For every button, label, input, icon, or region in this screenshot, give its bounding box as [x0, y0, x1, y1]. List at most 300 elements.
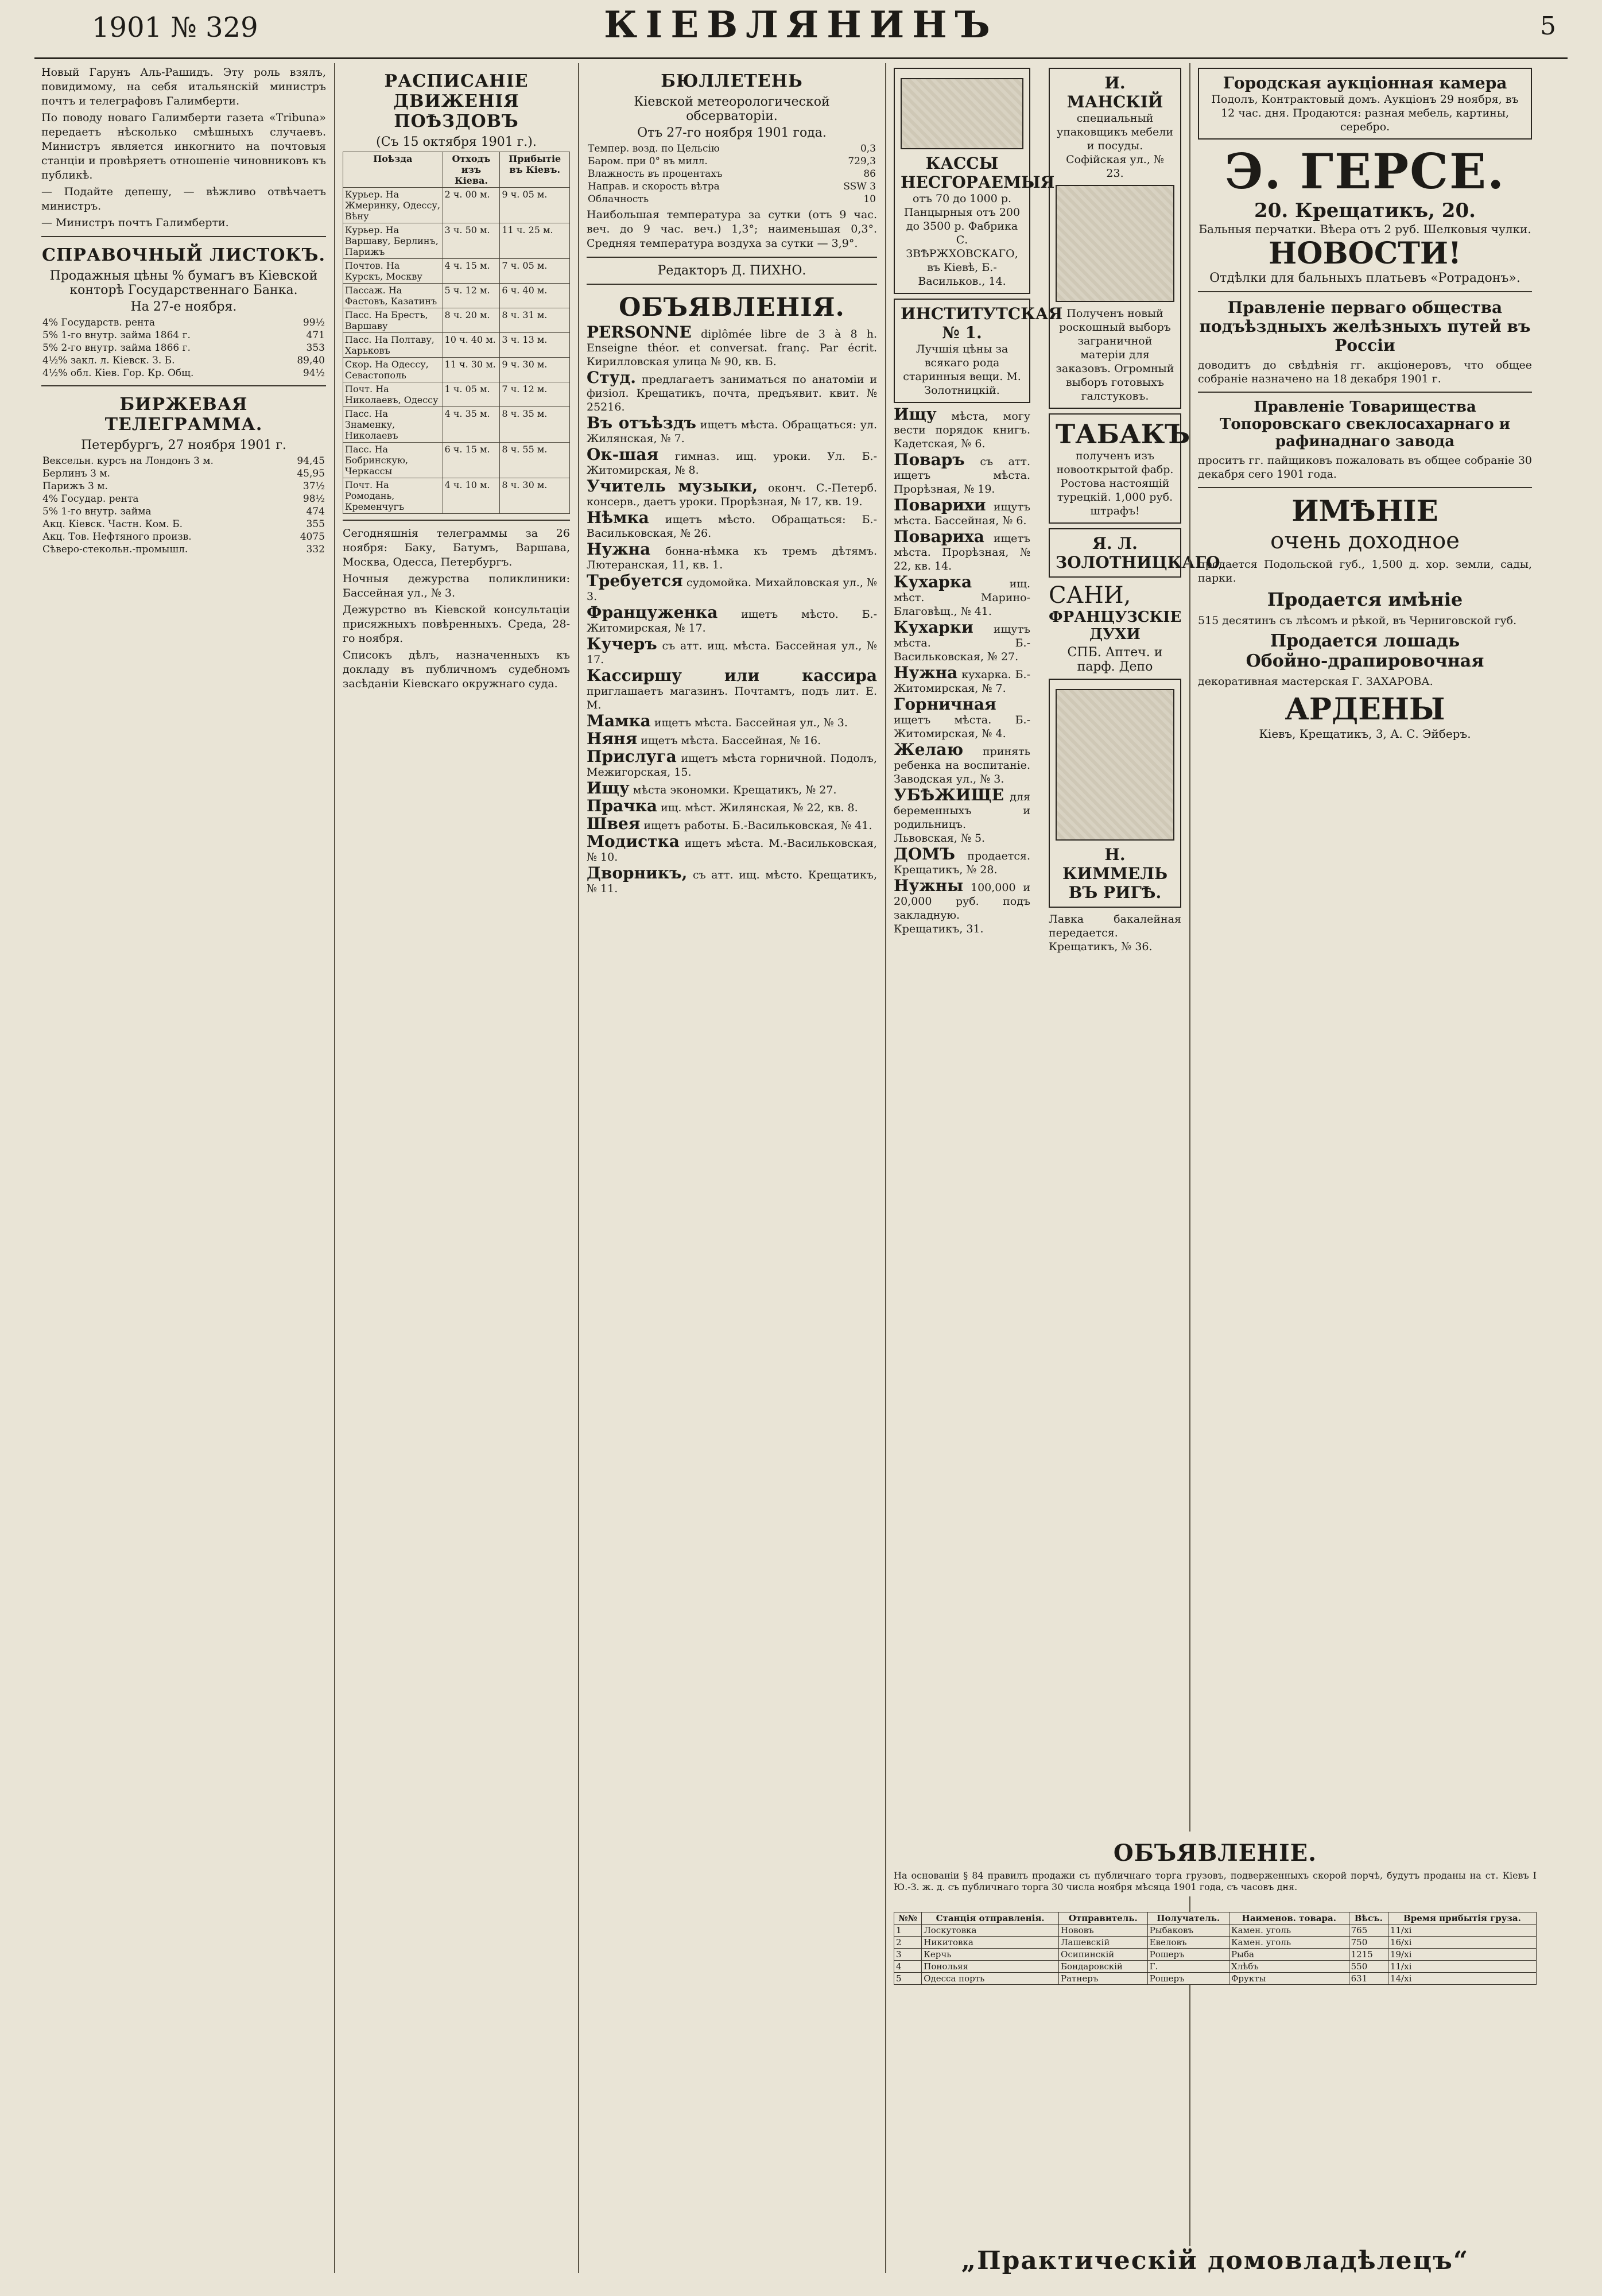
- arrival-time: 7 ч. 12 м.: [500, 382, 570, 407]
- table-cell: Ратнеръ: [1059, 1973, 1148, 1985]
- rate-name: Сѣверо-стекольн.-промышл.: [42, 544, 188, 555]
- train-schedule-table: [343, 152, 570, 514]
- table-row: [343, 407, 570, 443]
- ad-title: НОВОСТИ!: [1269, 236, 1461, 271]
- weather-param: Влажность въ процентахъ: [588, 168, 723, 180]
- table-cell: Камен. уголь: [1229, 1937, 1349, 1949]
- section-date: На 27-е ноября.: [130, 300, 237, 314]
- rate-value: 471: [306, 330, 325, 341]
- ad-text: специальный упаковщикъ мебели и посуды. Софійская ул., № 23.: [1057, 112, 1173, 180]
- classified-ad: [587, 814, 877, 833]
- departure-time: 6 ч. 15 м.: [443, 443, 500, 478]
- ad-heading: Ок-шая: [587, 445, 659, 464]
- departure-time: 11 ч. 30 м.: [443, 358, 500, 382]
- ad-heading: Модистка: [587, 832, 680, 851]
- notice-paragraph: Списокъ дѣлъ, назначенныхъ къ докладу въ публичномъ судебномъ засѣданіи Кіевскаго окружнаго суда.: [343, 649, 570, 690]
- table-row: [41, 480, 326, 493]
- rate-name: 5% 1-го внутр. займа 1864 г.: [42, 330, 191, 341]
- masthead: [34, 0, 1568, 59]
- rate-value: 89,40: [297, 355, 325, 366]
- arrival-time: 8 ч. 30 м.: [500, 478, 570, 514]
- ad-heading: Кучеръ: [587, 634, 657, 653]
- rate-value: 45,95: [297, 468, 325, 479]
- ad-title: КАССЫ НЕСГОРАЕМЫЯ: [901, 154, 1055, 192]
- arrival-time: 6 ч. 40 м.: [500, 284, 570, 308]
- ad-heading: Прислуга: [587, 747, 677, 766]
- rate-name: 4½% обл. Кіев. Гор. Кр. Общ.: [42, 367, 194, 379]
- table-cell: Рошеръ: [1147, 1949, 1229, 1961]
- rate-value: 94½: [302, 367, 325, 379]
- newspaper-title: КІЕВЛЯНИНЪ: [604, 3, 998, 47]
- ad-heading: Ищу: [587, 779, 630, 797]
- classified-ad: [587, 571, 878, 603]
- column-2: [336, 63, 577, 2279]
- classified-ad: [587, 711, 877, 730]
- table-row: [587, 180, 877, 193]
- classified-ad: [587, 368, 877, 414]
- gerse-address: 20. Крещатикъ, 20.: [1254, 199, 1476, 222]
- rate-name: 4% Государств. рента: [42, 317, 155, 328]
- arrival-time: 7 ч. 05 м.: [500, 259, 570, 284]
- divider: [41, 236, 326, 237]
- table-cell: 19/xi: [1388, 1949, 1536, 1961]
- ad-title: ФРАНЦУЗСКІЕ ДУХИ: [1049, 609, 1182, 643]
- ad-heading: Студ.: [587, 368, 636, 387]
- ad-title: Я. Л. ЗОЛОТНИЦКАГО: [1056, 534, 1220, 572]
- rate-name: Парижъ 3 м.: [42, 481, 108, 492]
- table-cell: 11/xi: [1388, 1961, 1536, 1973]
- table-cell: 5: [894, 1973, 922, 1985]
- table-cell: Понольяя: [922, 1961, 1059, 1973]
- rate-value: 353: [306, 342, 325, 354]
- ad-title: Правленіе Товарищества Топоровскаго свеклосахарнаго и рафинаднаго завода: [1219, 398, 1510, 450]
- train-destination: Курьер. На Жмеринку, Одессу, Вѣну: [343, 188, 443, 223]
- rate-value: 332: [306, 544, 325, 555]
- table-cell: 14/xi: [1388, 1973, 1536, 1985]
- classified-ad: [587, 508, 877, 540]
- bulletin-subtitle: Кіевской метеорологической обсерваторіи.: [634, 95, 830, 123]
- ad-text: Бальныя перчатки. Вѣера отъ 2 руб. Шелковыя чулки.: [1198, 222, 1531, 236]
- arrival-time: 8 ч. 55 м.: [500, 443, 570, 478]
- bottom-notice: [894, 1832, 1537, 1896]
- arrival-time: 9 ч. 30 м.: [500, 358, 570, 382]
- weather-param: Направ. и скорость вѣтра: [588, 181, 720, 192]
- ad-text: доводитъ до свѣдѣнія гг. акціонеровъ, что общее собраніе назначено на 18 декабря 1901 г.: [1198, 359, 1532, 385]
- column-header: Отходъ изъ Кіева.: [443, 152, 500, 188]
- ad-heading: Кассиршу или кассира: [587, 666, 877, 685]
- ad-heading: Желаю: [894, 740, 964, 759]
- train-destination: Почт. На Николаевъ, Одессу: [343, 382, 443, 407]
- exchange-title: БИРЖЕВАЯ ТЕЛЕГРАММА.: [104, 394, 263, 435]
- institutskaya-ad: [894, 299, 1063, 403]
- ad-text: продается Подольской губ., 1,500 д. хор. земли, сады, парки.: [1198, 558, 1532, 584]
- rate-name: Вексельн. курсъ на Лондонъ 3 м.: [42, 455, 214, 467]
- bulletin-date: Отъ 27-го ноября 1901 года.: [637, 126, 827, 140]
- table-row: [343, 333, 570, 358]
- ad-text: проситъ гг. пайщиковъ пожаловать въ общее собраніе 30 декабря сего 1901 года.: [1198, 454, 1532, 481]
- ad-text: предлагаетъ заниматься по анатоміи и физіол. Крещатикъ, почта, предъявит. квит. № 25216.: [587, 373, 877, 413]
- arrival-time: 9 ч. 05 м.: [500, 188, 570, 223]
- classified-ad: [587, 781, 877, 797]
- classified-ad: [894, 876, 1030, 936]
- classified-ad: [894, 695, 1030, 741]
- weather-value: 0,3: [860, 143, 876, 154]
- gerse-title: Э. ГЕРСЕ.: [1224, 143, 1506, 200]
- table-cell: 3: [894, 1949, 922, 1961]
- column-rule: [334, 63, 335, 2273]
- ad-heading: Учитель музыки,: [587, 477, 758, 495]
- ad-text: судомойка. Михайловская ул., № 3.: [587, 576, 878, 603]
- table-cell: Никитовка: [922, 1937, 1059, 1949]
- ad-text: Лучшія цѣны за всякаго рода старинныя вещи. М. Золотницкій.: [903, 343, 1021, 397]
- table-row: [41, 455, 326, 467]
- rate-name: 5% 1-го внутр. займа: [42, 506, 152, 517]
- table-row: [587, 142, 877, 155]
- ad-text: приглашаетъ магазинъ. Почтамтъ, подъ лит. Е. М.: [587, 685, 877, 711]
- table-cell: Фрукты: [1229, 1973, 1349, 1985]
- ad-title: АРДЕНЫ: [1285, 692, 1445, 727]
- issue-number: 1901 № 329: [92, 11, 258, 44]
- table-row: [41, 518, 326, 531]
- arrival-time: 11 ч. 25 м.: [500, 223, 570, 259]
- ad-text: Отдѣлки для бальныхъ платьевъ «Ротрадонъ».: [1209, 271, 1520, 285]
- table-row: [894, 1937, 1537, 1949]
- table-row: [894, 1961, 1537, 1973]
- table-row: [343, 443, 570, 478]
- departure-time: 4 ч. 10 м.: [443, 478, 500, 514]
- classified-ad: [587, 832, 877, 864]
- classified-ad: [894, 527, 1030, 573]
- necktie-illustration: [1056, 185, 1174, 302]
- column-header: Вѣсъ.: [1349, 1912, 1388, 1925]
- ad-title: СПБ. Аптеч. и парф. Депо: [1067, 645, 1163, 674]
- mansky-ad: [1049, 68, 1181, 409]
- divider: [587, 284, 877, 285]
- ad-title: Продается имѣніе: [1267, 588, 1463, 610]
- table-cell: Керчь: [922, 1949, 1059, 1961]
- divider: [343, 520, 570, 521]
- classified-ad: [894, 450, 1030, 496]
- table-cell: Рыба: [1229, 1949, 1349, 1961]
- ad-heading: Мамка: [587, 711, 651, 730]
- classified-ad: [894, 405, 1030, 451]
- classified-ad: [894, 663, 1030, 695]
- divider: [41, 385, 326, 386]
- table-row: [41, 329, 326, 342]
- classified-ad: [587, 413, 877, 446]
- column-header: Станція отправленія.: [922, 1912, 1059, 1925]
- exchange-date: Петербургъ, 27 ноября 1901 г.: [81, 438, 286, 452]
- ad-text: ищетъ мѣсто. Обращаться: Б.-Васильковская, № 26.: [587, 513, 877, 540]
- ad-title: ИНСТИТУТСКАЯ № 1.: [901, 304, 1063, 342]
- table-row: [343, 478, 570, 514]
- divider: [587, 257, 877, 258]
- ad-text: ищутъ мѣста. Бассейная, № 6.: [894, 501, 1030, 527]
- table-cell: Одесса порть: [922, 1973, 1059, 1985]
- table-header-row: [343, 152, 570, 188]
- ad-text: гимназ. ищ. уроки. Ул. Б.-Житомирская, № 8.: [587, 450, 878, 477]
- classified-ad: [587, 540, 878, 572]
- rate-value: 94,45: [297, 455, 325, 467]
- table-row: [41, 493, 326, 505]
- ad-text: мѣста, могу вести порядок книгъ. Кадетская, № 6.: [894, 410, 1030, 450]
- table-row: [343, 284, 570, 308]
- rate-value: 98½: [302, 493, 325, 505]
- arrival-time: 8 ч. 31 м.: [500, 308, 570, 333]
- classified-ad: [894, 495, 1030, 528]
- ad-text: ищетъ работы. Б.-Васильковская, № 41.: [643, 819, 872, 832]
- ad-heading: Поваръ: [894, 450, 965, 469]
- weather-param: Облачность: [588, 193, 649, 205]
- column-rule: [885, 63, 886, 2273]
- classified-ad: [894, 618, 1030, 664]
- ad-heading: Няня: [587, 729, 638, 748]
- divider: [1198, 487, 1532, 488]
- table-cell: Рыбаковъ: [1147, 1925, 1229, 1937]
- auction-ad: [1198, 68, 1532, 140]
- classified-ad: [894, 572, 1030, 618]
- ad-text: Кіевъ, Крещатикъ, 3, А. С. Эйберъ.: [1259, 727, 1471, 741]
- column-3: [580, 63, 884, 2279]
- ad-heading: УБѢЖИЩЕ: [894, 785, 1004, 804]
- table-row: [587, 168, 877, 180]
- exchange-table: [41, 455, 326, 556]
- footer-ad-title: „Практическій домовладѣлецъ“: [894, 2246, 1537, 2275]
- schedule-title: РАСПИСАНІЕ ДВИЖЕНІЯ ПОѢЗДОВЪ: [384, 71, 529, 131]
- ad-text: декоративная мастерская Г. ЗАХАРОВА.: [1198, 675, 1433, 688]
- rate-name: 5% 2-го внутр. займа 1866 г.: [42, 342, 191, 354]
- section-subtitle: Продажныя цѣны % бумагъ въ Кіевской конторѣ Государственнаго Банка.: [49, 269, 318, 297]
- ad-text: ищетъ мѣста. М.-Васильковская, № 10.: [587, 837, 877, 864]
- notice-title: ОБЪЯВЛЕНІЕ.: [1113, 1840, 1317, 1867]
- table-row: [343, 223, 570, 259]
- classified-ad: [587, 796, 877, 815]
- classified-ad: [587, 666, 877, 712]
- page-number: 5: [1540, 11, 1556, 41]
- table-row: [894, 1973, 1537, 1985]
- table-cell: Хлѣбъ: [1229, 1961, 1349, 1973]
- table-cell: Евеловъ: [1147, 1937, 1229, 1949]
- table-cell: 550: [1349, 1961, 1388, 1973]
- table-header-row: [894, 1912, 1537, 1925]
- table-row: [41, 316, 326, 329]
- table-cell: Г.: [1147, 1961, 1229, 1973]
- table-cell: 631: [1349, 1973, 1388, 1985]
- ad-title: Продается лошадь: [1270, 631, 1460, 651]
- ad-heading: Нужны: [894, 876, 964, 895]
- ad-text: оконч. С.-Петерб. консерв., даетъ уроки. Прорѣзная, № 17, кв. 19.: [587, 482, 878, 508]
- ad-heading: Нужна: [587, 540, 651, 559]
- weather-param: Темпер. возд. по Цельсію: [588, 143, 720, 154]
- weather-value: SSW 3: [843, 181, 876, 192]
- ad-text: ищетъ мѣста. Бассейная ул., № 3.: [654, 717, 848, 729]
- table-cell: Бондаровскій: [1059, 1961, 1148, 1973]
- catalog-illustration: [1056, 689, 1174, 841]
- ad-heading: Нѣмка: [587, 508, 649, 527]
- notice-paragraph: Сегодняшнія телеграммы за 26 ноября: Баку, Батумъ, Варшава, Москва, Одесса, Петербургъ.: [343, 527, 570, 568]
- ad-heading: Требуется: [587, 571, 683, 590]
- notice-paragraph: Ночныя дежурства поликлиники: Бассейная ул., № 3.: [343, 572, 570, 599]
- ad-text: продается. Крещатикъ, № 28.: [894, 850, 1030, 876]
- ad-text: отъ 70 до 1000 р. Панцырныя отъ 200 до 3500 р. Фабрика С. ЗВѢРЖХОВСКАГО, въ Кіевѣ, Б.-Васильков., 14.: [903, 192, 1021, 288]
- departure-time: 1 ч. 05 м.: [443, 382, 500, 407]
- classified-ad: [587, 729, 877, 748]
- departure-time: 10 ч. 40 м.: [443, 333, 500, 358]
- notice-paragraph: Дежурство въ Кіевской консультаціи присяжныхъ повѣренныхъ. Среда, 28-го ноября.: [343, 603, 570, 645]
- weather-value: 729,3: [848, 156, 876, 167]
- classified-ad: [894, 847, 1030, 877]
- train-destination: Пасс. На Полтаву, Харьковъ: [343, 333, 443, 358]
- ad-text: для беременныхъ и родильницъ. Львовская, № 5.: [894, 791, 1030, 845]
- ad-title: И. МАНСКІЙ: [1066, 73, 1163, 111]
- weather-table: [587, 142, 877, 206]
- rate-name: Берлинъ 3 м.: [42, 468, 110, 479]
- column-header: Отправитель.: [1059, 1912, 1148, 1925]
- freight-table: [894, 1912, 1537, 1985]
- column-rule: [578, 63, 579, 2273]
- classified-ad: [587, 866, 877, 896]
- table-row: [41, 342, 326, 354]
- ad-title: Городская аукціонная камера: [1223, 73, 1507, 92]
- ad-text: ищетъ мѣста. Прорѣзная, № 22, кв. 14.: [894, 532, 1030, 572]
- train-destination: Пасс. На Бобринскую, Черкассы: [343, 443, 443, 478]
- column-header: Получатель.: [1147, 1912, 1229, 1925]
- notice-text: На основаніи § 84 правилъ продажи съ публичнаго торга грузовъ, подверженныхъ скорой порчѣ, будутъ проданы на ст. Кіевъ I Ю.-З. ж. д. съ публичнаго торга 30 числа ноября мѣсяца 1901 года, съ часовъ дня.: [894, 1870, 1537, 1892]
- table-cell: Лоскутовка: [922, 1925, 1059, 1937]
- tobacco-ad: [1049, 413, 1190, 524]
- ad-heading: Кухарки: [894, 618, 973, 637]
- article-paragraph: — Подайте депешу, — вѣжливо отвѣчаетъ министръ.: [41, 185, 326, 212]
- article-paragraph: — Министръ почтъ Галимберти.: [41, 216, 229, 229]
- ad-text: diplômée libre de 3 à 8 h. Enseigne théor. et conversat. franç. Par écrit. Кирилловская улица № 90, кв. Б.: [587, 328, 877, 368]
- ad-text: 515 десятинъ съ лѣсомъ и рѣкой, въ Черниговской губ.: [1198, 614, 1517, 627]
- ad-text: принять ребенка на воспитаніе. Заводская ул., № 3.: [894, 745, 1030, 785]
- ad-title: САНИ,: [1049, 582, 1131, 609]
- table-row: [343, 259, 570, 284]
- ad-heading: Ищу: [894, 405, 937, 424]
- table-cell: 11/xi: [1388, 1925, 1536, 1937]
- departure-time: 8 ч. 20 м.: [443, 308, 500, 333]
- table-cell: 2: [894, 1937, 922, 1949]
- column-header: Поѣзда: [343, 152, 443, 188]
- ad-text: съ атт. ищ. мѣста. Бассейная ул., № 17.: [587, 640, 877, 666]
- table-cell: 1215: [1349, 1949, 1388, 1961]
- classified-ad: [587, 747, 877, 779]
- train-destination: Почтов. На Курскъ, Москву: [343, 259, 443, 284]
- table-row: [587, 193, 877, 206]
- column-header: Наименов. товара.: [1229, 1912, 1349, 1925]
- ad-heading: Дворникъ,: [587, 864, 688, 882]
- rate-name: 4½% закл. л. Кіевск. З. Б.: [42, 355, 175, 366]
- table-cell: 1: [894, 1925, 922, 1937]
- ad-text: 100,000 и 20,000 руб. подъ закладную. Крещатикъ, 31.: [894, 881, 1030, 935]
- classified-ad: [587, 479, 877, 509]
- ad-text: ищетъ мѣста. Обращаться: ул. Жилянская, № 7.: [587, 419, 877, 445]
- ad-text: съ атт. ищетъ мѣста. Прорѣзная, № 19.: [894, 455, 1030, 495]
- departure-time: 2 ч. 00 м.: [443, 188, 500, 223]
- departure-time: 4 ч. 15 м.: [443, 259, 500, 284]
- train-destination: Пассаж. На Фастовъ, Казатинъ: [343, 284, 443, 308]
- ad-text: Полученъ новый роскошный выборъ заграничной матеріи для заказовъ. Огромный выборъ готовыхъ галстуковъ.: [1056, 307, 1174, 402]
- table-row: [343, 308, 570, 333]
- ad-text: ищ. мѣст. Жилянская, № 22, кв. 8.: [661, 802, 858, 814]
- ad-text: кухарка. Б.-Житомирская, № 7.: [894, 668, 1030, 695]
- departure-time: 4 ч. 35 м.: [443, 407, 500, 443]
- table-row: [894, 1949, 1537, 1961]
- train-destination: Пасс. На Брестъ, Варшаву: [343, 308, 443, 333]
- ad-text: ищетъ мѣста. Б.-Житомирская, № 4.: [894, 714, 1030, 740]
- bulletin-title: БЮЛЛЕТЕНЬ: [661, 71, 803, 91]
- ad-text: съ атт. ищ. мѣсто. Крещатикъ, № 11.: [587, 869, 877, 895]
- divider: [1198, 392, 1532, 393]
- safes-ad: [894, 68, 1055, 294]
- departure-time: 3 ч. 50 м.: [443, 223, 500, 259]
- column-1: [34, 63, 333, 2279]
- column-header: Прибытіе въ Кіевъ.: [500, 152, 570, 188]
- ad-text: мѣста экономки. Крещатикъ, № 27.: [633, 784, 837, 796]
- table-row: [894, 1925, 1537, 1937]
- classified-ad: [894, 740, 1030, 786]
- ad-title: Обойно-драпировочная: [1246, 651, 1484, 671]
- bulletin-text: Наибольшая температура за сутки (отъ 9 час. веч. до 9 час. веч.) 1,3°; наименьшая 0,3°. Средняя температура воздуха за сутки — 3,9°.: [587, 208, 877, 250]
- table-row: [343, 382, 570, 407]
- ad-text: ищетъ мѣста. Бассейная, № 16.: [641, 734, 821, 747]
- table-row: [41, 543, 326, 556]
- ad-text: бонна-нѣмка къ тремъ дѣтямъ. Лютеранская, 11, кв. 1.: [587, 545, 878, 571]
- rate-value: 474: [306, 506, 325, 517]
- bank-rates-table: [41, 316, 326, 380]
- ad-heading: Въ отъѣздъ: [587, 413, 696, 432]
- classified-ad: [587, 323, 877, 369]
- ad-title: ТАБАКЪ: [1056, 419, 1190, 450]
- classified-ad: [587, 634, 877, 667]
- ad-heading: Швея: [587, 814, 641, 833]
- ads-title: ОБЪЯВЛЕНІЯ.: [619, 293, 845, 322]
- rate-name: Акц. Тов. Нефтяного произв.: [42, 531, 192, 543]
- table-row: [343, 188, 570, 223]
- rate-value: 4075: [300, 531, 325, 543]
- ad-heading: Повариха: [894, 527, 984, 546]
- rate-name: 4% Государ. рента: [42, 493, 139, 505]
- classified-ad: [587, 603, 877, 635]
- table-row: [343, 358, 570, 382]
- column-header: №№: [894, 1912, 922, 1925]
- train-destination: Курьер. На Варшаву, Берлинъ, Парижъ: [343, 223, 443, 259]
- table-cell: 765: [1349, 1925, 1388, 1937]
- arrival-time: 8 ч. 35 м.: [500, 407, 570, 443]
- ad-heading: Нужна: [894, 663, 958, 682]
- train-destination: Пасс. На Знаменку, Николаевъ: [343, 407, 443, 443]
- safe-illustration: [901, 78, 1023, 149]
- rate-value: 99½: [302, 317, 325, 328]
- table-row: [41, 467, 326, 480]
- article-paragraph: По поводу новаго Галимберти газета «Tribuna» передаетъ нѣсколько смѣшныхъ случаевъ. Министръ является инкогнито на почтовыя станціи и провѣряетъ отношеніе чиновниковъ къ публикѣ.: [41, 111, 326, 181]
- divider: [1198, 291, 1532, 292]
- train-destination: Скор. На Одессу, Севастополь: [343, 358, 443, 382]
- ad-heading: Кухарка: [894, 572, 972, 591]
- ad-heading: Поварихи: [894, 495, 986, 514]
- table-row: [41, 354, 326, 367]
- ad-text: ищутъ мѣста. Б.-Васильковская, № 27.: [894, 623, 1030, 663]
- ad-text: ищ. мѣст. Марино-Благовѣщ., № 41.: [894, 578, 1030, 618]
- classified-ad: Лавка бакалейная передается. Крещатикъ, № 36.: [1049, 913, 1181, 953]
- table-cell: 4: [894, 1961, 922, 1973]
- train-destination: Почт. На Ромодань, Кременчугъ: [343, 478, 443, 514]
- table-row: [41, 505, 326, 518]
- table-row: [41, 367, 326, 380]
- table-cell: Осипинскій: [1059, 1949, 1148, 1961]
- ad-title: ИМѢНІЕ: [1291, 494, 1438, 528]
